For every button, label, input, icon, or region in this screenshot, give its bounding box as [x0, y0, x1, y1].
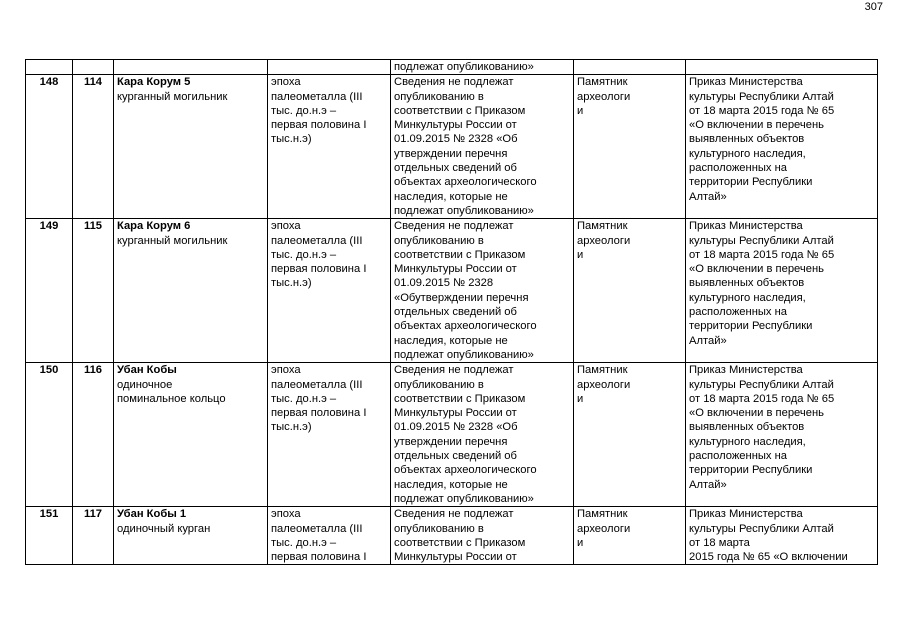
cell-empty: [574, 60, 686, 75]
cell-empty: [26, 60, 73, 75]
row-number: 151: [26, 507, 73, 565]
object-name-cell: [114, 363, 268, 507]
legal-document: Приказ Министерства культуры Республики Алтай от 18 марта 2015 года № 65 «О включении в перечень выявленных объектов культурного наследия, расположенных на территории Республики Алтай»: [686, 75, 878, 219]
legal-document: Приказ Министерства культуры Республики Алтай от 18 марта 2015 года № 65 «О включении в перечень выявленных объектов культурного наследия, расположенных на территории Республики Алтай»: [686, 219, 878, 363]
page-number: 307: [864, 1, 883, 13]
row-number: 149: [26, 219, 73, 363]
category: Памятник археологи и: [574, 219, 686, 363]
object-name-cell: [114, 75, 268, 219]
legal-document: Приказ Министерства культуры Республики Алтай от 18 марта 2015 года № 65 «О включении: [689, 508, 848, 564]
heritage-registry-table: [25, 59, 878, 565]
location-info: Сведения не подлежат опубликованию в соответствии с Приказом Минкультуры России от 01.09.2015 № 2328 «Обутверждении перечня отдельных сведений об объектах археологического наследия, которые не подлежат опубликованию»: [391, 219, 574, 363]
object-type: одиночное поминальное кольцо: [117, 378, 226, 405]
dating: эпоха палеометалла (III тыс. до.н.э – первая половина I: [271, 508, 367, 564]
location-info: Сведения не подлежат опубликованию в соответствии с Приказом Минкультуры России от 01.09.2015 № 2328 «Об утверждении перечня отдельных сведений об объектах археологического наследия, которые не подлежат опубликованию»: [391, 363, 574, 507]
dating: эпоха палеометалла (III тыс. до.н.э – первая половина I тыс.н.э): [268, 75, 391, 219]
object-name: Кара Корум 5: [117, 76, 191, 89]
category: Памятник археологи и: [574, 363, 686, 507]
object-name: Кара Корум 6: [117, 220, 191, 233]
continuation-text: подлежат опубликованию»: [391, 60, 574, 75]
table-row: [26, 75, 878, 219]
object-name: Убан Кобы: [117, 364, 177, 377]
object-name-cell: [114, 219, 268, 363]
row-number: 150: [26, 363, 73, 507]
row-number: 148: [26, 75, 73, 219]
legal-document: Приказ Министерства культуры Республики Алтай от 18 марта 2015 года № 65 «О включении в перечень выявленных объектов культурного наследия, расположенных на территории Республики Алтай»: [686, 363, 878, 507]
registry-number: 114: [73, 75, 114, 219]
object-type: одиночный курган: [117, 522, 211, 535]
object-name-cell: [114, 507, 268, 565]
legal-document-cell: [686, 507, 878, 565]
location-info: Сведения не подлежат опубликованию в соответствии с Приказом Минкультуры России от 01.09.2015 № 2328 «Об утверждении перечня отдельных сведений об объектах археологического наследия, которые не подлежат опубликованию»: [391, 75, 574, 219]
table-row: [26, 363, 878, 507]
registry-number: 117: [73, 507, 114, 565]
dating: эпоха палеометалла (III тыс. до.н.э – первая половина I тыс.н.э): [268, 363, 391, 507]
object-type: курганный могильник: [117, 234, 228, 247]
table-row: [26, 219, 878, 363]
location-info: Сведения не подлежат опубликованию в соответствии с Приказом Минкультуры России от: [394, 508, 526, 564]
registry-number: 116: [73, 363, 114, 507]
dating-cell: [268, 507, 391, 565]
cell-empty: [73, 60, 114, 75]
object-type: курганный могильник: [117, 90, 228, 103]
registry-number: 115: [73, 219, 114, 363]
dating: эпоха палеометалла (III тыс. до.н.э – первая половина I тыс.н.э): [268, 219, 391, 363]
category-cell: [574, 507, 686, 565]
cell-empty: [686, 60, 878, 75]
table-row: [26, 507, 878, 565]
category: Памятник археологи и: [574, 75, 686, 219]
category: Памятник археологи и: [577, 508, 631, 549]
object-name: Убан Кобы 1: [117, 508, 187, 521]
continuation-row: [26, 60, 878, 75]
location-info-cell: [391, 507, 574, 565]
cell-empty: [268, 60, 391, 75]
cell-empty: [114, 60, 268, 75]
